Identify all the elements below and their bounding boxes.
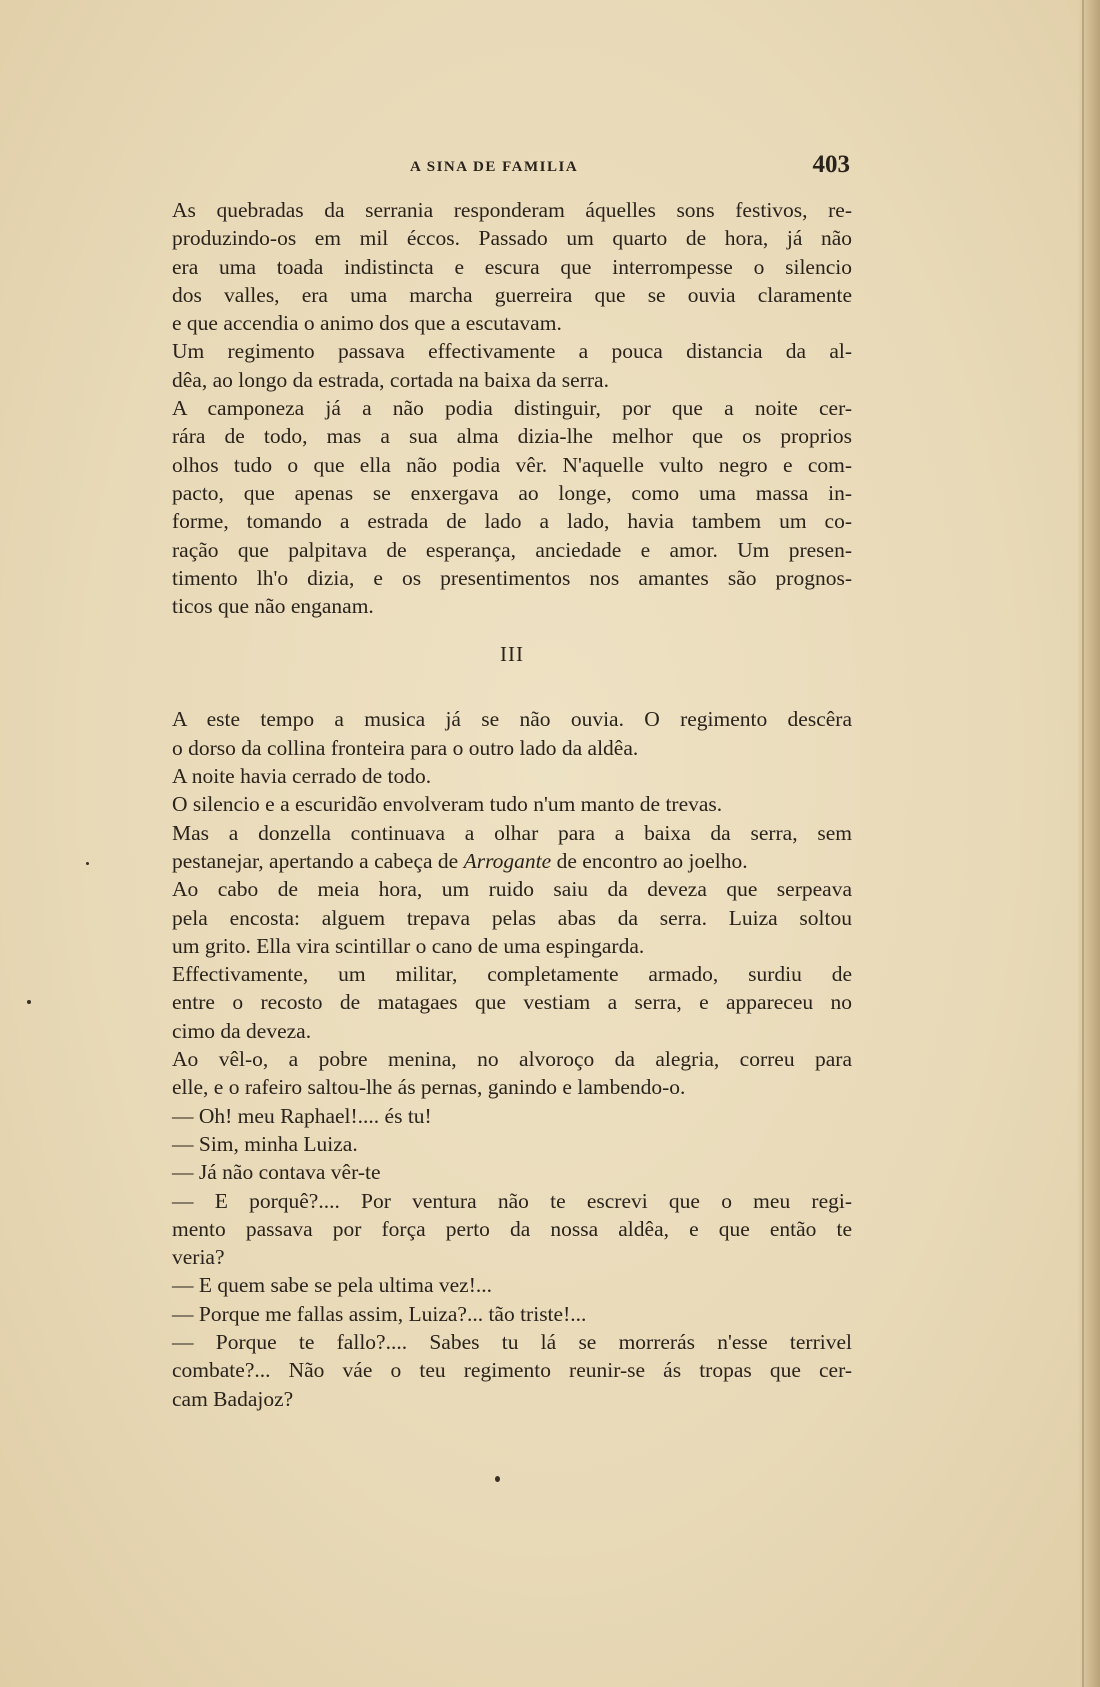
text-line: — Sim, minha Luiza.	[172, 1131, 358, 1156]
page-number: 403	[812, 151, 850, 178]
text-line: — Porque me fallas assim, Luiza?... tão triste!...	[172, 1301, 587, 1326]
text-line: A este tempo a musica já se não ouvia. O regimento descêra	[172, 707, 852, 732]
print-speck	[86, 862, 89, 865]
text-line: forme, tomando a estrada de lado a lado, havia tambem um co-	[172, 509, 852, 534]
body-text	[172, 196, 852, 1413]
page-header	[170, 151, 850, 185]
text-line: o dorso da collina fronteira para o outro lado da aldêa.	[172, 735, 639, 760]
running-title: A SINA DE FAMILIA	[410, 159, 579, 175]
section-heading: III	[500, 642, 524, 667]
text-line: — E quem sabe se pela ultima vez!...	[172, 1273, 493, 1298]
text-line: pestanejar, apertando a cabeça de Arrogante de encontro ao joelho.	[172, 848, 748, 873]
text-line: combate?... Não váe o teu regimento reunir-se ás tropas que cer-	[172, 1358, 852, 1383]
italic-name: Arrogante	[463, 848, 552, 873]
text-line: Ao vêl-o, a pobre menina, no alvoroço da alegria, correu para	[172, 1047, 852, 1072]
text-line: — Oh! meu Raphael!.... és tu!	[172, 1103, 432, 1128]
text-line: dos valles, era uma marcha guerreira que se ouvia claramente	[172, 282, 852, 307]
text-line: pela encosta: alguem trepava pelas abas da serra. Luiza soltou	[172, 905, 852, 930]
text-line: Effectivamente, um militar, completamente armado, surdiu de	[172, 962, 852, 987]
text-line: Ao cabo de meia hora, um ruido saiu da deveza que serpeava	[172, 877, 852, 902]
text-line: ração que palpitava de esperança, anciedade e amor. Um presen-	[172, 537, 852, 562]
print-speck	[27, 1000, 31, 1004]
text-line: timento lh'o dizia, e os presentimentos nos amantes são prognos-	[172, 565, 852, 590]
text-line: olhos tudo o que ella não podia vêr. N'aquelle vulto negro e com-	[172, 452, 852, 477]
text-line: entre o recosto de matagaes que vestiam a serra, e appareceu no	[172, 990, 852, 1015]
text-line: O silencio e a escuridão envolveram tudo n'um manto de trevas.	[172, 792, 723, 817]
text-line: um grito. Ella vira scintillar o cano de uma espingarda.	[172, 933, 645, 958]
text-line: — Já não contava vêr-te	[172, 1160, 381, 1185]
page-edge-line	[1082, 0, 1084, 1687]
text-line: dêa, ao longo da estrada, cortada na baixa da serra.	[172, 367, 609, 392]
text-line: cimo da deveza.	[172, 1018, 312, 1043]
text-line: produzindo-os em mil éccos. Passado um quarto de hora, já não	[172, 226, 852, 251]
text-line: e que accendia o animo dos que a escutavam.	[172, 311, 562, 336]
text-line: A camponeza já a não podia distinguir, por que a noite cer-	[172, 396, 852, 421]
text-line: pacto, que apenas se enxergava ao longe, como uma massa in-	[172, 480, 852, 505]
text-line: Mas a donzella continuava a olhar para a baixa da serra, sem	[172, 820, 852, 845]
text-line: — Porque te fallo?.... Sabes tu lá se morrerás n'esse terrivel	[172, 1329, 852, 1354]
text-line: As quebradas da serrania responderam áquelles sons festivos, re-	[172, 198, 852, 222]
text-line: rára de todo, mas a sua alma dizia-lhe melhor que os proprios	[172, 424, 852, 449]
text-block-after-section	[172, 705, 852, 1412]
text-line: elle, e o rafeiro saltou-lhe ás pernas, ganindo e lambendo-o.	[172, 1075, 686, 1100]
text-line: veria?	[172, 1245, 225, 1270]
text-line: — E porquê?.... Por ventura não te escrevi que o meu regi-	[172, 1188, 852, 1213]
text-line: Um regimento passava effectivamente a pouca distancia da al-	[172, 339, 852, 364]
text-line: cam Badajoz?	[172, 1386, 294, 1411]
text-line: era uma toada indistincta e escura que interrompesse o silencio	[172, 254, 852, 279]
print-speck	[495, 1476, 500, 1482]
text-block-before-section	[172, 196, 852, 620]
text-line: ticos que não enganam.	[172, 594, 374, 619]
text-line: A noite havia cerrado de todo.	[172, 764, 432, 789]
text-line: mento passava por força perto da nossa aldêa, e que então te	[172, 1216, 852, 1241]
